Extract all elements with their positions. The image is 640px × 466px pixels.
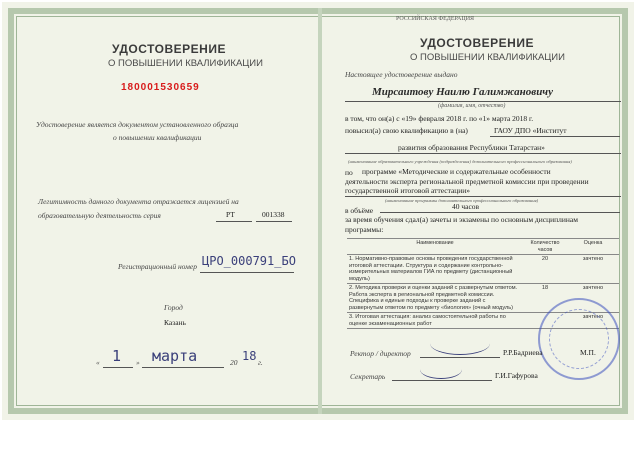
issue-month: марта [152, 347, 198, 365]
exams-line2: программы: [345, 225, 384, 234]
period-prefix: в том, что он(а) с « [345, 114, 406, 123]
row-name: 2. Методика проверки и оценки заданий с развернутым ответом. Работа эксперта в региональной предметной комиссии. Специфика и единые подходы к проверке заданий с развернутым ответом по предмету «биология» (очный модуль) [347, 284, 523, 313]
exams-line1: за время обучения сдал(а) зачеты и экзамены по основным дисциплинам [345, 215, 578, 224]
program-line2: деятельности эксперта региональной предметной комиссии при проведении [345, 177, 589, 186]
document-note-line2: о повышении квалификации [113, 133, 202, 142]
registration-label: Регистрационный номер [118, 262, 198, 271]
federation-label: РОССИЙСКАЯ ФЕДЕРАЦИЯ [396, 16, 475, 22]
row-hours: 20 [523, 255, 567, 284]
row-hours: 18 [523, 284, 567, 313]
license-series: РТ [226, 210, 235, 219]
program-line1: программе «Методические и содержательные особенности [362, 167, 551, 176]
registration-number: ЦРО_000791_БО [202, 254, 296, 268]
rector-name: Р.Р.Бадриева [503, 348, 543, 357]
period-mid: г. по « [463, 114, 483, 123]
volume-label: в объёме [345, 206, 374, 215]
seal-stamp [538, 298, 620, 380]
page-fold [318, 8, 322, 414]
right-subtitle: О ПОВЫШЕНИИ КВАЛИФИКАЦИИ [410, 52, 565, 63]
table-row [347, 255, 619, 284]
header-name: Наименование [347, 239, 523, 255]
left-subtitle: О ПОВЫШЕНИИ КВАЛИФИКАЦИИ [108, 58, 263, 69]
header-hours: Количество часов [523, 239, 567, 255]
issue-year: 18 [242, 349, 257, 363]
header-grade: Оценка [567, 239, 619, 255]
organization-line1: ГАОУ ДПО «Институт [494, 126, 567, 135]
program-prefix: по [345, 168, 353, 177]
row-grade: зачтено [567, 255, 619, 284]
document-note-line1: Удостоверение является документом установленного образца [36, 120, 239, 129]
period-start-month: февраля 2018 [418, 114, 462, 123]
row-grade: зачтено [567, 284, 619, 313]
city-label: Город [164, 303, 183, 312]
issue-year-prefix: 20 [230, 358, 238, 367]
left-title: УДОСТОВЕРЕНИЕ [112, 42, 226, 56]
organization-line2: развития образования Республики Татарстан» [398, 143, 545, 152]
recipient-name: Мирсаитову Наилю Галимжановичу [372, 86, 553, 98]
secretary-name: Г.И.Гафурова [495, 371, 538, 380]
city-value: Казань [164, 318, 186, 327]
upgraded-label: повысил(а) свою квалификацию в (на) [345, 126, 468, 135]
certificate-number: 180001530659 [121, 82, 200, 93]
license-number: 001338 [262, 210, 285, 219]
rector-label: Ректор / директор [350, 349, 411, 358]
period-start-day: 19 [405, 114, 413, 123]
organization-caption: (наименование образовательного учреждения (подразделения) дополнительного профессионального образования) [348, 159, 572, 164]
issued-to-label: Настоящее удостоверение выдано [345, 70, 458, 79]
period-suffix: г. [529, 114, 534, 123]
program-line3: государственной итоговой аттестации» [345, 186, 471, 195]
program-caption: (наименование программы дополнительного профессионального образования) [385, 198, 539, 203]
secretary-label: Секретарь [350, 372, 386, 381]
row-name: 3. Итоговая аттестация: анализ самостоятельной работы по оценке экзаменационных работ [347, 313, 523, 329]
right-title: УДОСТОВЕРЕНИЕ [420, 36, 534, 50]
volume-value: 40 часов [452, 202, 480, 211]
secretary-signature [420, 360, 462, 379]
rector-signature [430, 332, 490, 355]
legitimacy-line2: образовательную деятельность серия [38, 211, 161, 220]
period-end-day: 1 [482, 114, 487, 123]
seal-place-label: М.П. [580, 348, 596, 357]
row-grade: зачтено [567, 313, 619, 329]
legitimacy-line1: Легитимность данного документа отражается лицензией на [38, 197, 239, 206]
name-caption: (фамилия, имя, отчество) [438, 103, 506, 109]
row-name: 1. Нормативно-правовые основы проведения государственной итоговой аттестации. Структура и содержание контрольно-измерительных материалов ГИА по предмету (дистанционный модуль) [347, 255, 523, 284]
period-end-month: марта 2018 [491, 114, 528, 123]
issue-day: 1 [112, 347, 122, 365]
